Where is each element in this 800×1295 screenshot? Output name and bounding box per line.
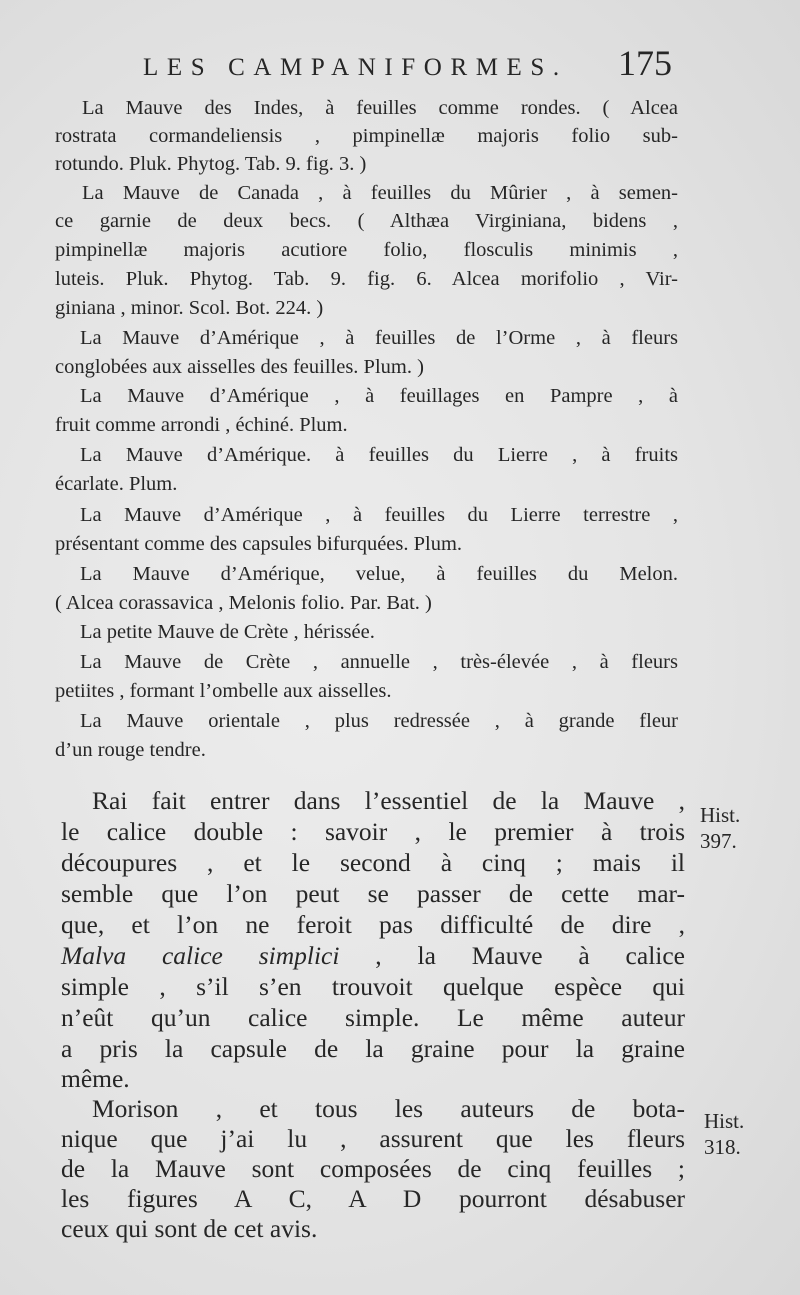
paragraph-line: ceux qui sont de cet avis. xyxy=(61,1214,318,1243)
paragraph-line: les figures A C, A D pourront désabuser xyxy=(61,1184,685,1213)
paragraph-line: semble que l’on peut se passer de cette mar- xyxy=(61,879,685,908)
paragraph-line: simple , s’il s’en trouvoit quelque espèce qui xyxy=(61,972,685,1001)
entry-line: luteis. Pluk. Phytog. Tab. 9. fig. 6. Alcea morifolio , Vir- xyxy=(55,268,678,290)
entry-line: La Mauve d’Amérique , à feuilles de l’Orme , à fleurs xyxy=(80,327,678,349)
entry-line: La Mauve de Crète , annuelle , très-élevée , à fleurs xyxy=(80,651,678,673)
margin-note-label: Hist. xyxy=(704,1109,745,1133)
entry-line: ce garnie de deux becs. ( Althæa Virginiana, bidens , xyxy=(55,210,678,232)
margin-note-number: 318. xyxy=(704,1135,741,1159)
line-continuation: , la Mauve à calice xyxy=(375,941,686,970)
entry-line: conglobées aux aisselles des feuilles. Plum. ) xyxy=(55,356,424,378)
running-header: LES CAMPANIFORMES. xyxy=(143,54,568,81)
page-number: 175 xyxy=(618,43,672,83)
paragraph-line: Rai fait entrer dans l’essentiel de la Mauve , xyxy=(92,786,685,815)
entry-line: fruit comme arrondi , échiné. Plum. xyxy=(55,414,348,436)
paragraph-line: même. xyxy=(61,1064,130,1093)
entry-line: d’un rouge tendre. xyxy=(55,739,206,761)
entry-line: ( Alcea corassavica , Melonis folio. Par. Bat. ) xyxy=(55,592,432,614)
entry-line: La Mauve d’Amérique , à feuillages en Pampre , à xyxy=(80,385,678,407)
paragraph-line: que, et l’on ne feroit pas difficulté de dire , xyxy=(61,910,685,939)
entry-line: La Mauve de Canada , à feuilles du Mûrier , à semen- xyxy=(82,182,678,204)
margin-note-number: 397. xyxy=(700,829,737,853)
paragraph-line: n’eût qu’un calice simple. Le même auteur xyxy=(61,1003,685,1032)
entry-line: La Mauve d’Amérique, velue, à feuilles du Melon. xyxy=(80,563,678,585)
entry-line: pimpinellæ majoris acutiore folio, flosculis minimis , xyxy=(55,239,678,261)
margin-note-label: Hist. xyxy=(700,803,741,827)
entry-line: La petite Mauve de Crète , hérissée. xyxy=(80,621,375,643)
entry-line: giniana , minor. Scol. Bot. 224. ) xyxy=(55,297,324,319)
entry-line: écarlate. Plum. xyxy=(55,473,178,495)
entry-line: La Mauve d’Amérique. à feuilles du Lierre , à fruits xyxy=(80,444,678,466)
paragraph-line: le calice double : savoir , le premier à trois xyxy=(61,817,685,846)
entry-line: La Mauve orientale , plus redressée , à grande fleur xyxy=(80,710,678,732)
paragraph-line: découpures , et le second à cinq ; mais il xyxy=(61,848,685,877)
entry-line: La Mauve d’Amérique , à feuilles du Lierre terrestre , xyxy=(80,504,678,526)
entry-line: La Mauve des Indes, à feuilles comme rondes. ( Alcea xyxy=(82,97,678,119)
latin-phrase: Malva calice simplici xyxy=(61,941,340,970)
entry-line: rostrata cormandeliensis , pimpinellæ majoris folio sub- xyxy=(55,125,678,147)
paragraph-line xyxy=(61,941,685,971)
paragraph-line: de la Mauve sont composées de cinq feuilles ; xyxy=(61,1154,685,1183)
paragraph-line: nique que j’ai lu , assurent que les fleurs xyxy=(61,1124,685,1153)
entry-line: petiites , formant l’ombelle aux aisselles. xyxy=(55,680,392,702)
entry-line: présentant comme des capsules bifurquées. Plum. xyxy=(55,533,463,555)
paragraph-line: a pris la capsule de la graine pour la graine xyxy=(61,1034,685,1063)
paragraph-line: Morison , et tous les auteurs de bota- xyxy=(92,1094,685,1123)
entry-line: rotundo. Pluk. Phytog. Tab. 9. fig. 3. ) xyxy=(55,153,367,175)
